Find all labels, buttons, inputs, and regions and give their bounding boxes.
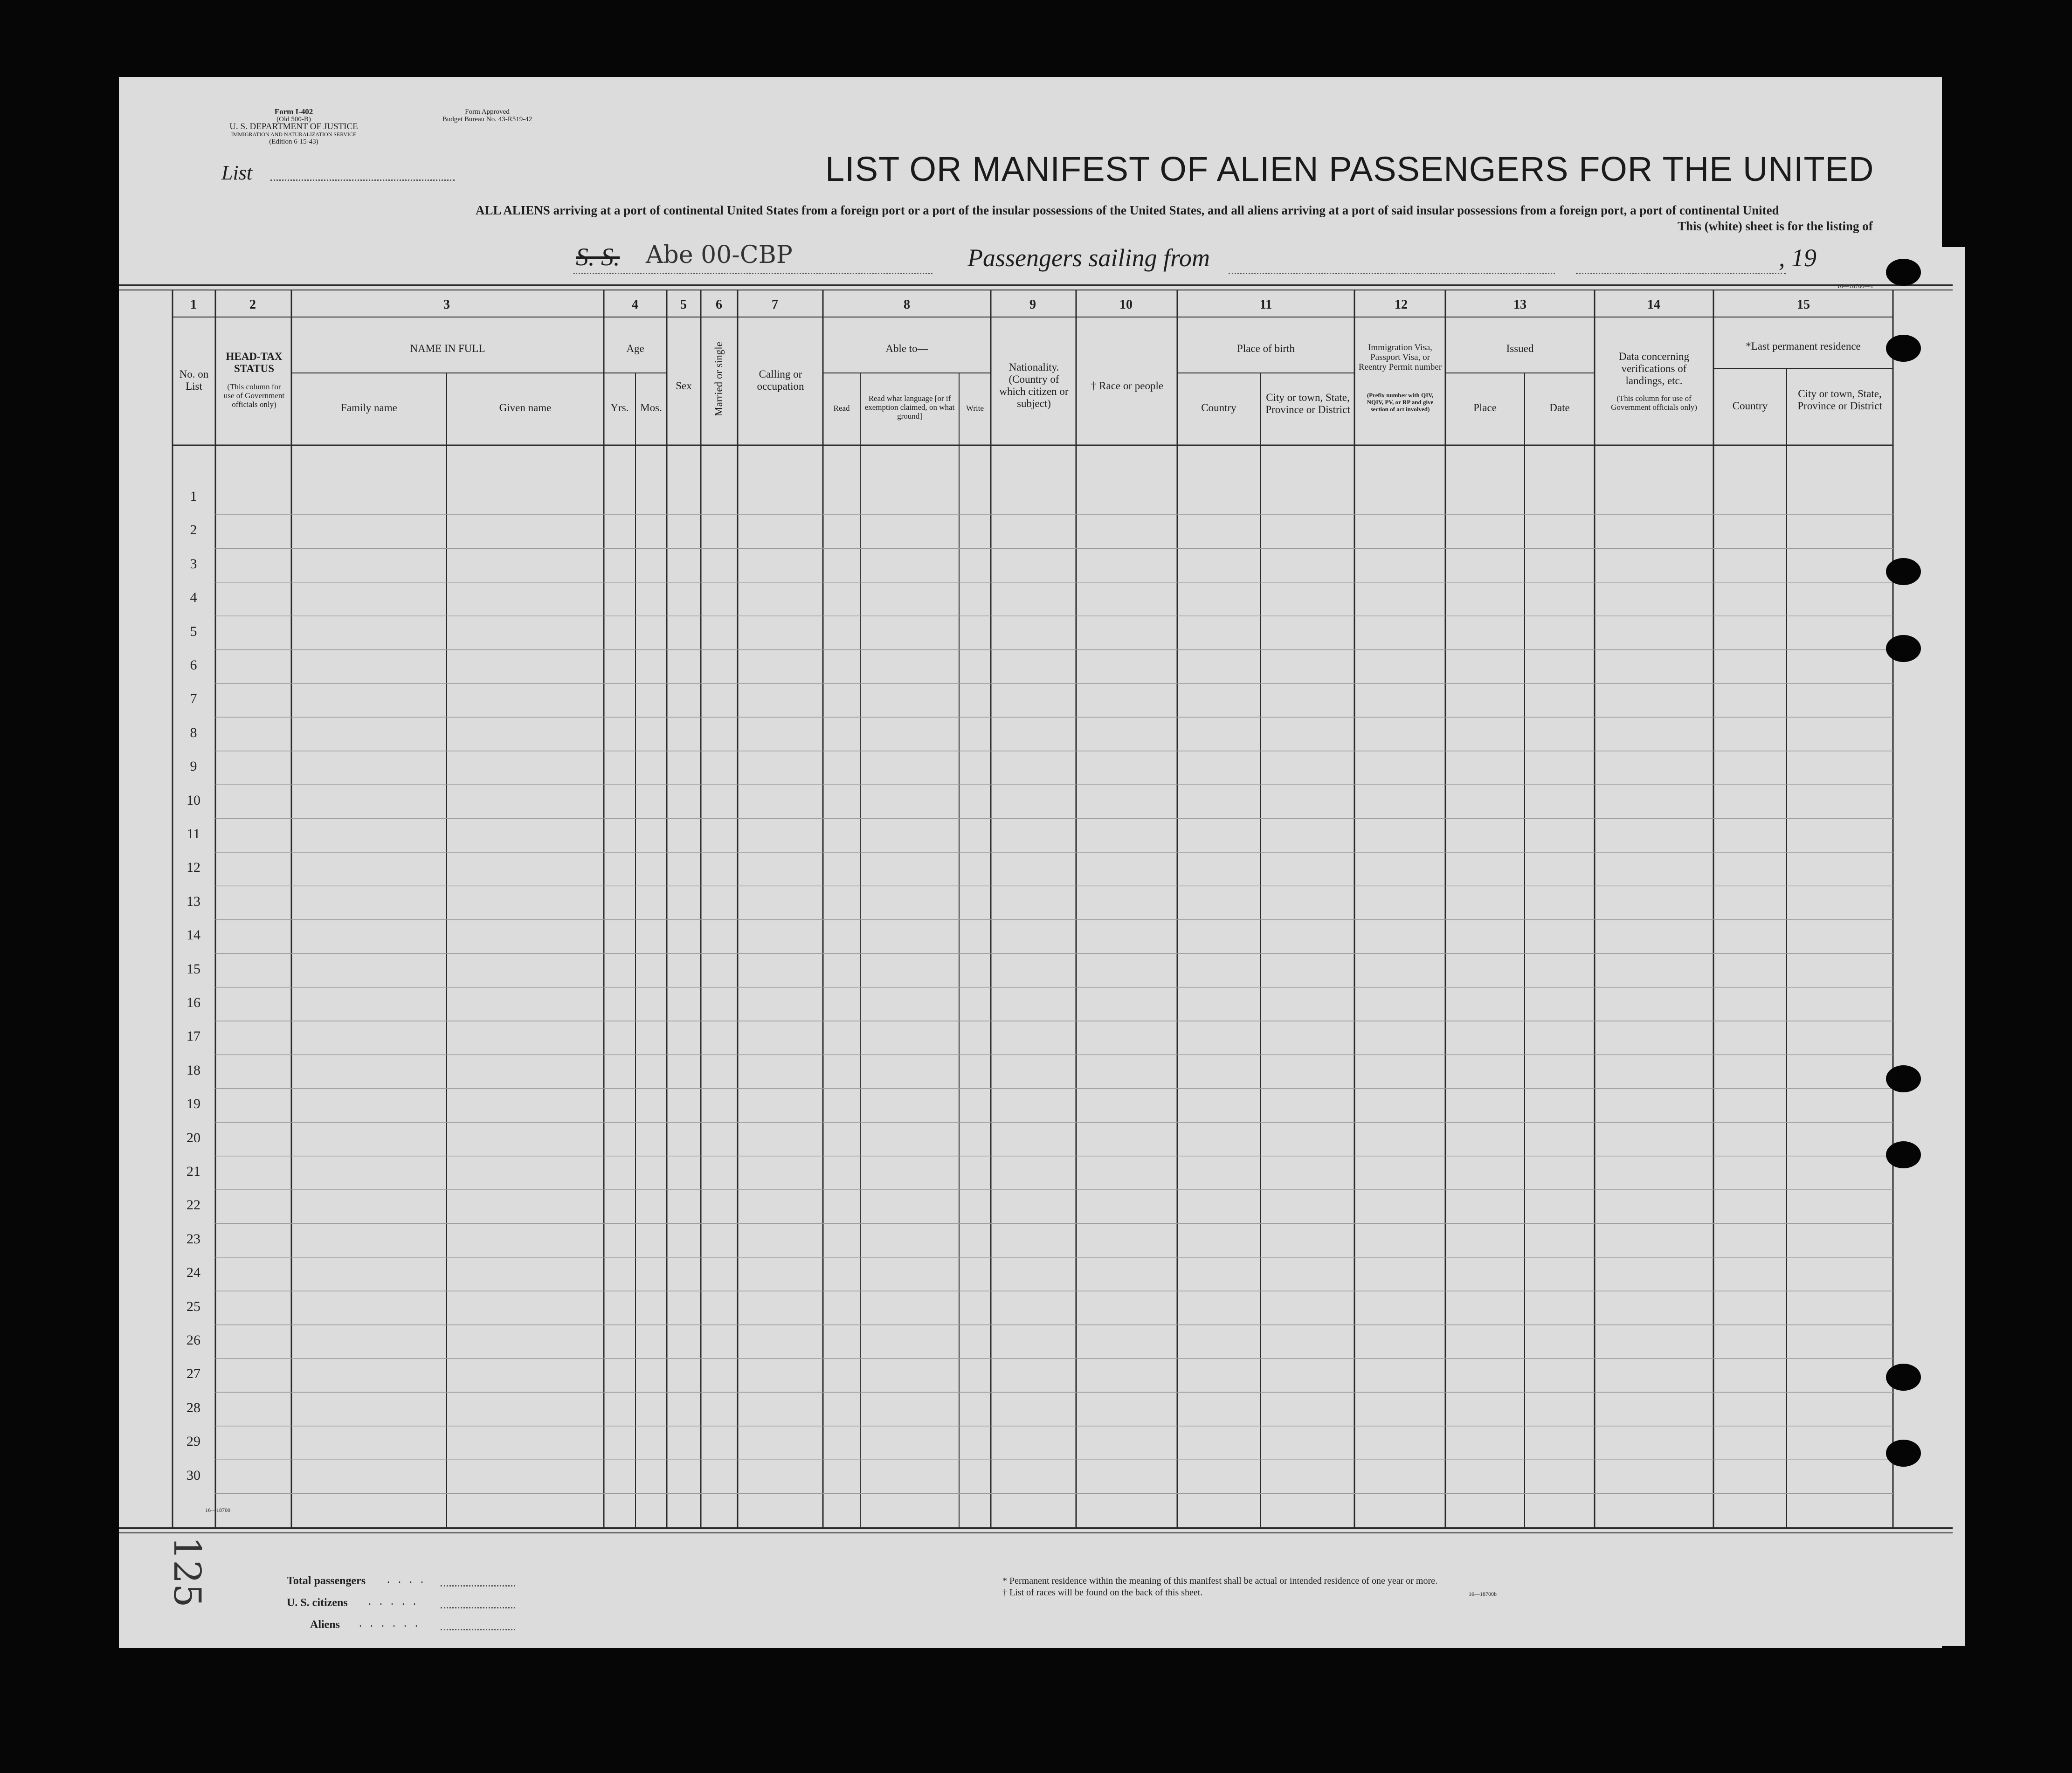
- sailing-from-label: Passengers sailing from: [967, 244, 1210, 272]
- header-birth-country: Country: [1201, 402, 1236, 414]
- binding-hole-2: [1886, 335, 1921, 362]
- aliens-line: [441, 1629, 515, 1630]
- list-label: List: [221, 161, 253, 184]
- header-read: Read: [833, 404, 850, 413]
- header-birth-city: City or town, State, Province or District: [1265, 392, 1350, 415]
- col-number-1: 1: [190, 297, 197, 312]
- row-number: 8: [190, 724, 197, 740]
- row-number: 16: [186, 995, 200, 1010]
- form-code-top: 16—18700—1: [1837, 283, 1873, 290]
- header-family-name: Family name: [341, 402, 397, 414]
- header-name-in-full: NAME IN FULL: [410, 343, 485, 354]
- row-number: 9: [190, 759, 197, 774]
- footnote-residence: * Permanent residence within the meaning of this manifest shall be actual or intended residence of one year or more.: [1002, 1576, 1438, 1586]
- header-verification-data: Data concerning verifications of landings, etc.: [1618, 351, 1690, 386]
- col-number-3: 3: [443, 297, 450, 312]
- header-age-years: Yrs.: [610, 402, 629, 414]
- col-number-6: 6: [716, 297, 722, 312]
- col-number-8: 8: [904, 297, 910, 312]
- col-number-11: 11: [1259, 297, 1272, 312]
- header-verification-note: (This column for use of Government officials only): [1611, 394, 1697, 412]
- binding-hole-4: [1886, 635, 1921, 662]
- row-number: 26: [186, 1332, 200, 1348]
- binding-hole-3: [1886, 558, 1921, 585]
- col-number-10: 10: [1119, 297, 1133, 312]
- row-number: 4: [190, 590, 197, 606]
- binding-hole-5: [1886, 1065, 1921, 1092]
- header-given-name: Given name: [499, 402, 552, 414]
- row-number: 14: [186, 927, 200, 943]
- row-number: 12: [186, 860, 200, 876]
- row-number: 20: [186, 1130, 200, 1145]
- footer-dots-3: . . . . . .: [359, 1617, 421, 1629]
- binding-hole-1: [1886, 259, 1921, 286]
- col-number-5: 5: [680, 297, 687, 312]
- row-number: 19: [186, 1096, 200, 1112]
- binding-hole-6: [1886, 1141, 1921, 1168]
- year-label: , 19: [1779, 244, 1816, 272]
- row-number: 13: [186, 893, 200, 909]
- us-citizens-line: [441, 1607, 515, 1608]
- header-age: Age: [626, 343, 644, 354]
- header-occupation: Calling or occupation: [757, 368, 804, 392]
- row-number: 10: [186, 792, 200, 808]
- col-number-13: 13: [1513, 297, 1526, 312]
- header-head-tax-note: (This column for use of Government officials only): [223, 382, 285, 409]
- col-number-14: 14: [1647, 297, 1660, 312]
- row-number: 7: [190, 691, 197, 707]
- margin-handwritten-number: 125: [165, 1536, 209, 1607]
- row-number: 15: [186, 961, 200, 977]
- binding-hole-8: [1886, 1440, 1921, 1467]
- header-residence-country: Country: [1732, 400, 1768, 412]
- row-number: 25: [186, 1298, 200, 1314]
- row-number: 27: [186, 1366, 200, 1382]
- form-service: IMMIGRATION AND NATURALIZATION SERVICE: [231, 131, 357, 138]
- form-code-bottom-right: 16—18700b: [1469, 1591, 1497, 1597]
- row-number: 30: [186, 1467, 200, 1483]
- footer-dots-2: . . . . .: [368, 1595, 419, 1607]
- row-number: 6: [190, 657, 197, 673]
- row-number: 18: [186, 1062, 200, 1078]
- col-number-15: 15: [1797, 297, 1810, 312]
- ship-name-handwritten: Abe 00-CBP: [646, 241, 793, 269]
- footnote-races: † List of races will be found on the back of this sheet.: [1002, 1587, 1203, 1598]
- row-number: 22: [186, 1197, 200, 1213]
- row-number: 24: [186, 1265, 200, 1281]
- col-number-4: 4: [632, 297, 638, 312]
- row-number: 5: [190, 623, 197, 639]
- subtitle-line-1: ALL ALIENS arriving at a port of continental United States from a foreign port or a port of the insular possessions of the United States, and all aliens arriving at a port of said insular possessions from a foreign port, a port of continental United: [476, 203, 1779, 217]
- col-number-12: 12: [1395, 297, 1408, 312]
- header-able-to: Able to—: [885, 343, 928, 354]
- form-department: U. S. DEPARTMENT OF JUSTICE: [229, 122, 358, 131]
- header-issued: Issued: [1506, 343, 1534, 354]
- header-read-language: Read what language [or if exemption claimed, on what ground]: [864, 394, 955, 421]
- header-issued-place: Place: [1473, 402, 1497, 414]
- form-approved: Form Approved: [465, 108, 510, 116]
- row-rules: [215, 515, 1893, 1494]
- header-sex: Sex: [676, 380, 692, 392]
- col-number-9: 9: [1029, 297, 1036, 312]
- header-write: Write: [966, 404, 984, 413]
- subtitle-line-2: This (white) sheet is for the listing of: [1678, 219, 1873, 233]
- header-race: † Race or people: [1091, 380, 1164, 392]
- header-age-months: Mos.: [640, 402, 662, 414]
- header-issued-date: Date: [1549, 402, 1570, 414]
- header-residence-city: City or town, State, Province or District: [1797, 388, 1882, 412]
- row-number: 21: [186, 1164, 200, 1179]
- header-visa-note: (Prefix number with QIV, NQIV, PV, or RP and give section of act involved): [1367, 392, 1434, 413]
- form-number: Form I-402: [274, 107, 313, 116]
- col-number-7: 7: [772, 297, 778, 312]
- col-number-2: 2: [249, 297, 256, 312]
- footer-aliens: Aliens: [310, 1619, 340, 1631]
- row-number: 29: [186, 1434, 200, 1449]
- form-edition: (Edition 6-15-43): [269, 138, 318, 145]
- header-no-on-list: No. on List: [179, 368, 209, 392]
- form-code-bottom-left: 16—18700: [205, 1507, 230, 1513]
- header-nationality: Nationality. (Country of which citizen or subject): [999, 361, 1069, 409]
- row-number: 17: [186, 1028, 200, 1044]
- binding-hole-7: [1886, 1364, 1921, 1391]
- header-visa-number: Immigration Visa, Passport Visa, or Reentry Permit number: [1358, 343, 1442, 372]
- row-number: 11: [186, 826, 200, 842]
- ship-prefix: S. S.: [576, 243, 620, 271]
- footer-total-passengers: Total passengers: [287, 1575, 366, 1587]
- footer-dots-1: . . . .: [387, 1573, 426, 1586]
- row-number: 2: [190, 522, 197, 538]
- row-number: 23: [186, 1231, 200, 1247]
- page-title: LIST OR MANIFEST OF ALIEN PASSENGERS FOR THE UNITED: [825, 150, 1874, 188]
- row-number: 1: [190, 489, 197, 504]
- footer-us-citizens: U. S. citizens: [287, 1597, 348, 1609]
- row-number: 3: [190, 556, 197, 572]
- row-number: 28: [186, 1400, 200, 1415]
- budget-number: Budget Bureau No. 43-R519-42: [442, 116, 532, 123]
- total-passengers-line: [441, 1585, 515, 1587]
- header-last-residence: *Last permanent residence: [1746, 340, 1861, 352]
- header-head-tax: HEAD-TAX STATUS: [226, 351, 283, 374]
- header-place-of-birth: Place of birth: [1237, 343, 1295, 354]
- header-married-single: Married or single: [713, 342, 725, 416]
- form-old-number: (Old 500-B): [276, 116, 311, 123]
